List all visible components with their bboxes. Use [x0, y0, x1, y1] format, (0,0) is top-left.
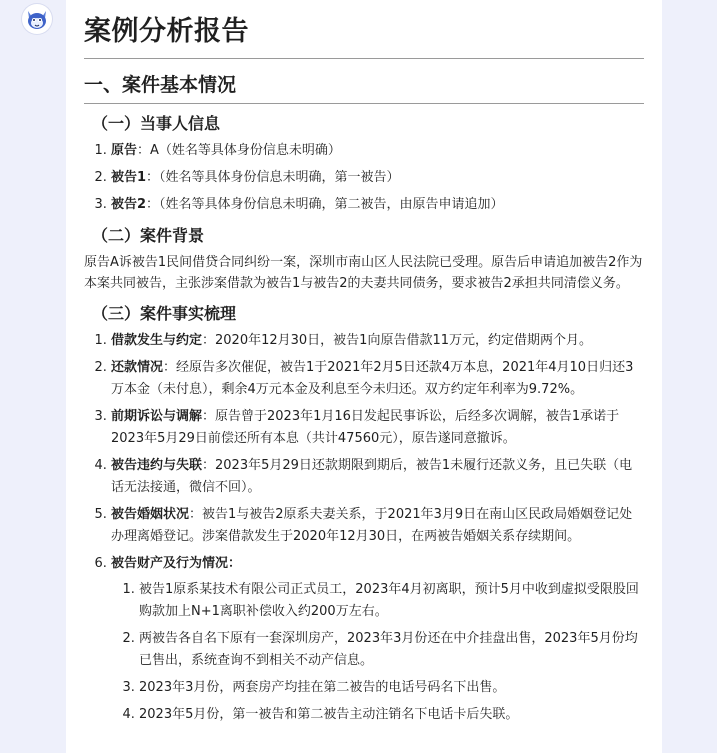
party-text: ：A（姓名等具体身份信息未明确） — [137, 143, 341, 158]
list-item — [111, 140, 644, 162]
list-item — [111, 194, 644, 216]
fact-text: ：被告1与被告2原系夫妻关系，于2021年3月9日在南山区民政局婚姻登记处办理离婚登记。涉案借款发生于2020年12月30日，在两被告婚姻关系存续期间。 — [111, 507, 633, 544]
fact-text: ： — [228, 556, 242, 571]
sub-list-item: 3. 2023年3月份，两套房产均挂在第二被告的电话号码名下出售。 — [139, 677, 644, 699]
fact-text: ：2020年12月30日，被告1向原告借款11万元，约定借期两个月。 — [202, 333, 592, 348]
fact-text: ：经原告多次催促，被告1于2021年2月5日还款4万本息，2021年4月10日归还3万本金（未付息），剩余4万元本金及利息至今未归还。双方约定年利率为9.72%。 — [111, 360, 634, 397]
fact-text: ：原告曾于2023年1月16日发起民事诉讼，后经多次调解，被告1承诺于2023年5月29日前偿还所有本息（共计47560元），原告遂同意撤诉。 — [111, 409, 620, 446]
fact-label: 被告婚姻状况 — [111, 507, 190, 522]
fact-label: 前期诉讼与调解 — [111, 409, 203, 424]
party-label: 被告2 — [111, 197, 147, 212]
list-item — [111, 406, 644, 450]
list-item — [111, 330, 644, 352]
background-paragraph: 原告A诉被告1民间借贷合同纠纷一案，深圳市南山区人民法院已受理。原告后申请追加被告2作为本案共同被告，主张涉案借款为被告1与被告2的夫妻共同债务，要求被告2承担共同清偿义务。 — [84, 255, 643, 291]
assistant-avatar — [22, 4, 52, 34]
list-item — [111, 167, 644, 189]
fact-label: 被告财产及行为情况 — [111, 556, 229, 571]
sub-list-item: 4. 2023年5月份，第一被告和第二被告主动注销名下电话卡后失联。 — [139, 704, 644, 726]
sub-list-item: 1. 被告1原系某技术有限公司正式员工，2023年4月初离职，预计5月中收到虚拟受限股回购款加上N+1离职补偿收入约200万左右。 — [139, 579, 644, 623]
section-heading-basic-info: 一、案件基本情况 — [84, 71, 644, 104]
party-text: ：（姓名等具体身份信息未明确，第一被告） — [146, 170, 400, 185]
fact-text: ：2023年5月29日还款期限到期后，被告1未履行还款义务，且已失联（电话无法接通，微信不回）。 — [111, 458, 633, 495]
report-content — [66, 0, 662, 726]
party-label: 被告1 — [111, 170, 147, 185]
subsection-heading-background: （二）案件背景 — [92, 226, 205, 245]
subsection-heading-facts: （三）案件事实梳理 — [92, 304, 237, 323]
sub-list-item: 2. 两被告各自名下原有一套深圳房产，2023年3月份还在中介挂盘出售，2023年5月份均已售出，系统查询不到相关不动产信息。 — [139, 628, 644, 672]
fact-label: 借款发生与约定 — [111, 333, 203, 348]
assets-sublist — [111, 579, 644, 726]
subsection-heading-parties: （一）当事人信息 — [92, 114, 221, 133]
party-label: 原告 — [111, 143, 138, 158]
list-item — [111, 357, 644, 401]
party-text: ：（姓名等具体身份信息未明确，第二被告，由原告申请追加） — [146, 197, 504, 212]
mascot-icon — [23, 5, 51, 33]
facts-list — [84, 330, 644, 726]
list-item — [111, 553, 644, 726]
report-panel — [66, 0, 662, 753]
fact-label: 还款情况 — [111, 360, 164, 375]
list-item — [111, 455, 644, 499]
parties-list — [84, 140, 644, 216]
report-title: 案例分析报告 — [84, 14, 644, 59]
list-item — [111, 504, 644, 548]
fact-label: 被告违约与失联 — [111, 458, 203, 473]
